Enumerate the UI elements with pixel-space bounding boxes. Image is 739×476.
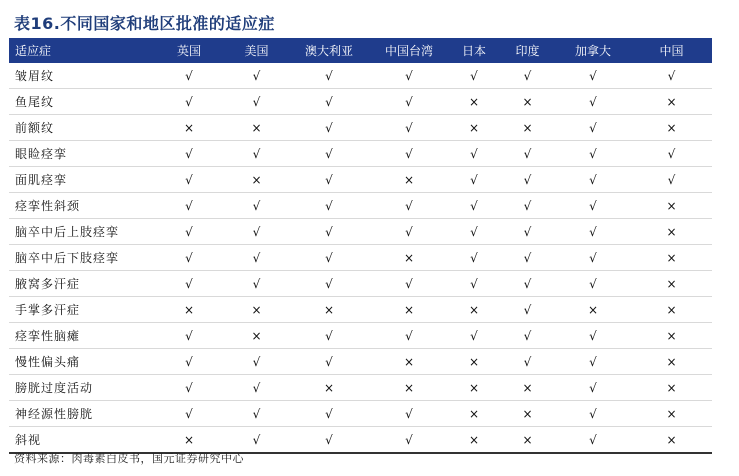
approval-mark: ×: [555, 297, 631, 323]
approval-mark: √: [370, 401, 448, 427]
approval-mark: ×: [631, 297, 712, 323]
approval-mark: √: [288, 89, 370, 115]
approval-mark: √: [288, 167, 370, 193]
approval-mark: ×: [448, 89, 500, 115]
approval-mark: ×: [153, 115, 225, 141]
approval-mark: ×: [288, 297, 370, 323]
approval-mark: ×: [225, 115, 288, 141]
indication-label: 慢性偏头痛: [9, 349, 153, 375]
approval-mark: √: [631, 63, 712, 89]
approval-mark: √: [370, 271, 448, 297]
approval-mark: √: [153, 245, 225, 271]
approval-mark: √: [500, 219, 555, 245]
table-row: [9, 193, 712, 219]
approval-mark: √: [448, 271, 500, 297]
approval-mark: √: [225, 63, 288, 89]
approval-mark: √: [500, 297, 555, 323]
approval-mark: ×: [448, 375, 500, 401]
approval-mark: √: [631, 141, 712, 167]
approval-mark: √: [448, 219, 500, 245]
approval-mark: ×: [631, 271, 712, 297]
approval-mark: √: [500, 167, 555, 193]
indications-table: [9, 38, 712, 454]
table-row: [9, 349, 712, 375]
approval-mark: √: [153, 89, 225, 115]
approval-mark: √: [225, 349, 288, 375]
approval-mark: √: [370, 141, 448, 167]
table-row: [9, 401, 712, 427]
approval-mark: √: [555, 349, 631, 375]
approval-mark: ×: [500, 401, 555, 427]
header-cell-uk: 英国: [153, 38, 225, 63]
approval-mark: √: [225, 401, 288, 427]
approval-mark: √: [288, 115, 370, 141]
approval-mark: √: [555, 89, 631, 115]
header-row: [9, 38, 712, 63]
approval-mark: √: [448, 141, 500, 167]
approval-mark: √: [500, 323, 555, 349]
approval-mark: ×: [631, 375, 712, 401]
approval-mark: √: [153, 167, 225, 193]
approval-mark: √: [500, 349, 555, 375]
approval-mark: ×: [153, 427, 225, 454]
approval-mark: √: [500, 193, 555, 219]
approval-mark: √: [555, 141, 631, 167]
approval-mark: √: [500, 271, 555, 297]
indication-label: 痉挛性脑瘫: [9, 323, 153, 349]
approval-mark: ×: [225, 323, 288, 349]
approval-mark: √: [448, 323, 500, 349]
approval-mark: √: [555, 167, 631, 193]
approval-mark: ×: [500, 89, 555, 115]
approval-mark: ×: [153, 297, 225, 323]
approval-mark: √: [225, 89, 288, 115]
approval-mark: √: [448, 167, 500, 193]
approval-mark: √: [288, 63, 370, 89]
approval-mark: ×: [225, 167, 288, 193]
approval-mark: √: [225, 271, 288, 297]
approval-mark: √: [288, 193, 370, 219]
approval-mark: √: [555, 323, 631, 349]
approval-mark: ×: [631, 349, 712, 375]
indication-label: 痉挛性斜颈: [9, 193, 153, 219]
approval-mark: ×: [631, 219, 712, 245]
approval-mark: √: [370, 115, 448, 141]
indication-label: 皱眉纹: [9, 63, 153, 89]
header-cell-indication: 适应症: [9, 38, 153, 63]
approval-mark: ×: [370, 375, 448, 401]
approval-mark: ×: [448, 427, 500, 454]
approval-mark: ×: [448, 115, 500, 141]
approval-mark: √: [555, 193, 631, 219]
indication-label: 神经源性膀胱: [9, 401, 153, 427]
approval-mark: √: [555, 63, 631, 89]
approval-mark: ×: [500, 115, 555, 141]
approval-mark: ×: [370, 349, 448, 375]
approval-mark: ×: [631, 323, 712, 349]
approval-mark: ×: [448, 349, 500, 375]
approval-mark: √: [370, 193, 448, 219]
approval-mark: √: [448, 193, 500, 219]
approval-mark: ×: [448, 401, 500, 427]
indication-label: 前额纹: [9, 115, 153, 141]
header-cell-australia: 澳大利亚: [288, 38, 370, 63]
indication-label: 斜视: [9, 427, 153, 454]
approval-mark: √: [555, 271, 631, 297]
approval-mark: ×: [631, 401, 712, 427]
header-cell-taiwan: 中国台湾: [370, 38, 448, 63]
approval-mark: ×: [225, 297, 288, 323]
approval-mark: ×: [370, 297, 448, 323]
indication-label: 脑卒中后下肢痉挛: [9, 245, 153, 271]
approval-mark: √: [500, 141, 555, 167]
approval-mark: √: [153, 375, 225, 401]
approval-mark: √: [225, 375, 288, 401]
approval-mark: √: [500, 245, 555, 271]
table-row: [9, 115, 712, 141]
approval-mark: √: [631, 167, 712, 193]
approval-mark: ×: [500, 427, 555, 454]
approval-mark: ×: [370, 167, 448, 193]
table-title: 表16.不同国家和地区批准的适应症: [14, 14, 275, 33]
indication-label: 鱼尾纹: [9, 89, 153, 115]
approval-mark: √: [225, 141, 288, 167]
approval-mark: √: [153, 349, 225, 375]
approval-mark: √: [288, 245, 370, 271]
approval-mark: √: [370, 323, 448, 349]
table-row: [9, 271, 712, 297]
approval-mark: √: [225, 245, 288, 271]
approval-mark: √: [225, 193, 288, 219]
approval-mark: √: [370, 219, 448, 245]
approval-mark: √: [288, 427, 370, 454]
approval-mark: √: [225, 427, 288, 454]
approval-mark: ×: [500, 375, 555, 401]
approval-mark: √: [153, 141, 225, 167]
table-row: [9, 63, 712, 89]
approval-mark: √: [153, 193, 225, 219]
indication-label: 腋窝多汗症: [9, 271, 153, 297]
header-cell-india: 印度: [500, 38, 555, 63]
approval-mark: √: [555, 427, 631, 454]
approval-mark: ×: [288, 375, 370, 401]
approval-mark: √: [370, 427, 448, 454]
header-cell-japan: 日本: [448, 38, 500, 63]
table-row: [9, 375, 712, 401]
table-row: [9, 141, 712, 167]
approval-mark: √: [555, 115, 631, 141]
header-cell-us: 美国: [225, 38, 288, 63]
approval-mark: √: [288, 219, 370, 245]
approval-mark: √: [153, 401, 225, 427]
approval-mark: ×: [448, 297, 500, 323]
approval-mark: ×: [631, 193, 712, 219]
approval-mark: √: [225, 219, 288, 245]
indication-label: 手掌多汗症: [9, 297, 153, 323]
approval-mark: ×: [631, 427, 712, 454]
table-row: [9, 167, 712, 193]
approval-mark: √: [288, 323, 370, 349]
indication-label: 眼睑痉挛: [9, 141, 153, 167]
approval-mark: √: [555, 245, 631, 271]
table-row: [9, 297, 712, 323]
approval-mark: √: [288, 349, 370, 375]
approval-mark: ×: [631, 245, 712, 271]
approval-mark: √: [555, 401, 631, 427]
table-row: [9, 219, 712, 245]
table-row: [9, 323, 712, 349]
approval-mark: √: [555, 219, 631, 245]
approval-mark: √: [153, 323, 225, 349]
header-cell-china: 中国: [631, 38, 712, 63]
approval-mark: √: [370, 63, 448, 89]
approval-mark: √: [288, 141, 370, 167]
source-note: 资料来源：肉毒素白皮书，国元证券研究中心: [14, 452, 244, 465]
approval-mark: √: [370, 89, 448, 115]
approval-mark: √: [153, 271, 225, 297]
indication-label: 膀胱过度活动: [9, 375, 153, 401]
approval-mark: √: [288, 401, 370, 427]
approval-mark: √: [500, 63, 555, 89]
approval-mark: √: [153, 219, 225, 245]
table-row: [9, 89, 712, 115]
approval-mark: ×: [631, 115, 712, 141]
approval-mark: ×: [370, 245, 448, 271]
table-row: [9, 245, 712, 271]
approval-mark: √: [153, 63, 225, 89]
header-cell-canada: 加拿大: [555, 38, 631, 63]
approval-mark: √: [288, 271, 370, 297]
approval-mark: ×: [631, 89, 712, 115]
approval-mark: √: [555, 375, 631, 401]
indication-label: 脑卒中后上肢痉挛: [9, 219, 153, 245]
approval-mark: √: [448, 245, 500, 271]
approval-mark: √: [448, 63, 500, 89]
indication-label: 面肌痉挛: [9, 167, 153, 193]
